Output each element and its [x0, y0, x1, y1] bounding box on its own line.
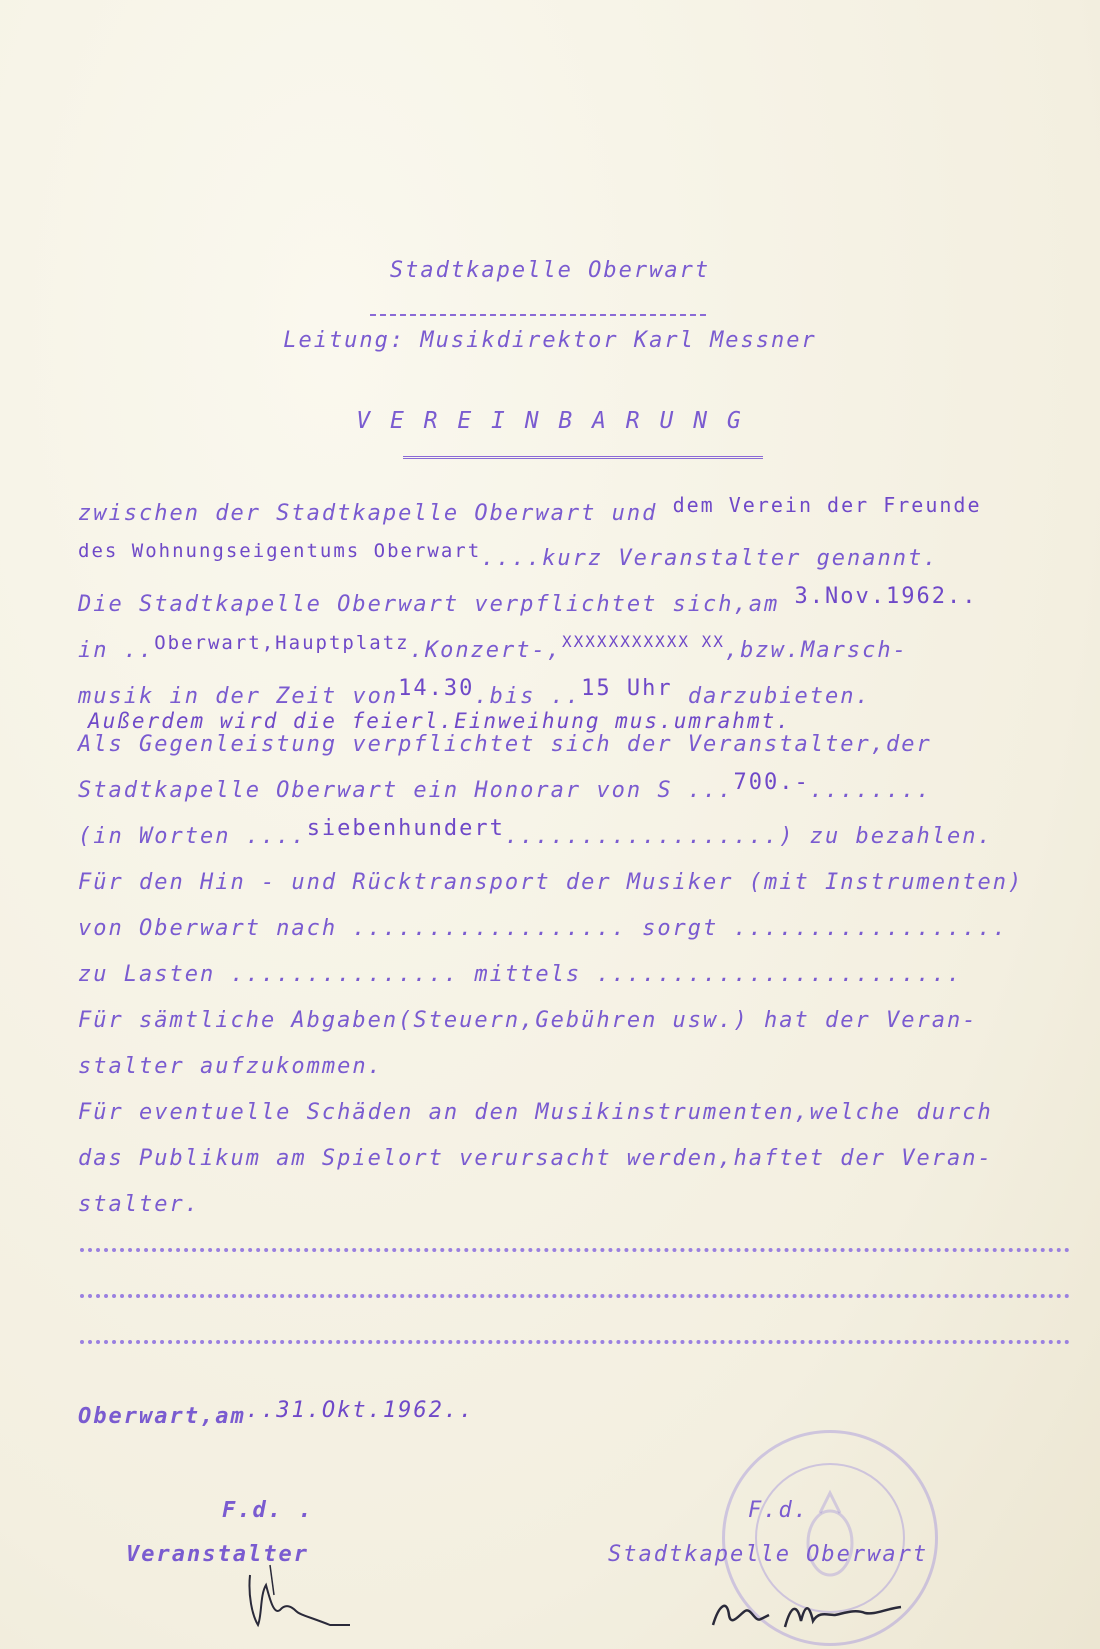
line-5-text-a: musik in der Zeit von	[78, 684, 399, 709]
place-label: Oberwart,am	[78, 1404, 246, 1429]
line-8-text-b: ........	[809, 778, 932, 803]
line-7: Als Gegenleistung verpflichtet sich der Veranstalter,der	[78, 732, 932, 757]
line-8-fill: 700.-	[733, 770, 810, 795]
org-heading: Stadtkapelle Oberwart	[389, 258, 711, 283]
dotted-line-1	[80, 1248, 1070, 1252]
line-17: stalter.	[78, 1192, 200, 1217]
line-12: zu Lasten ............... mittels ........................	[78, 962, 963, 987]
line-1-text: zwischen der Stadtkapelle Oberwart und	[78, 501, 658, 526]
line-2	[78, 540, 939, 572]
line-5	[78, 676, 871, 710]
line-3-fill: 3.Nov.1962..	[794, 584, 978, 609]
line-1	[78, 493, 982, 527]
fd-right: F.d.	[748, 1498, 809, 1523]
line-5-fill-b: 15 Uhr	[581, 676, 673, 701]
line-14: stalter aufzukommen.	[78, 1054, 383, 1079]
line-2-fill: des Wohnungseigentums Oberwart	[78, 540, 482, 562]
line-3-text: Die Stadtkapelle Oberwart verpflichtet sich,am	[78, 592, 780, 617]
stadtkapelle-label: Stadtkapelle Oberwart	[608, 1542, 929, 1567]
fd-left: F.d. .	[222, 1498, 314, 1523]
veranstalter-label: Veranstalter	[126, 1542, 309, 1567]
line-13: Für sämtliche Abgaben(Steuern,Gebühren usw.) hat der Veran-	[78, 1008, 978, 1033]
line-9-text-a: (in Worten ....	[78, 824, 307, 849]
line-9-text-b: ..................) zu bezahlen.	[504, 824, 993, 849]
line-2-text: ....kurz Veranstalter genannt.	[481, 546, 939, 571]
leitung-line: Leitung: Musikdirektor Karl Messner	[283, 328, 817, 353]
line-4-text-a: in ..	[78, 638, 155, 663]
dotted-line-3	[80, 1340, 1070, 1344]
line-6: Außerdem wird die feierl.Einweihung mus.umrahmt.	[88, 709, 791, 733]
line-1-fill: dem Verein der Freunde	[672, 493, 982, 517]
line-4-text-c: ,bzw.Marsch-	[724, 638, 908, 663]
line-9-fill: siebenhundert	[306, 816, 505, 841]
line-8-text-a: Stadtkapelle Oberwart ein Honorar von S ...	[78, 778, 734, 803]
line-3	[78, 584, 978, 618]
line-15: Für eventuelle Schäden an den Musikinstrumenten,welche durch	[78, 1100, 993, 1125]
line-4	[78, 632, 908, 665]
line-10: Für den Hin - und Rücktransport der Musiker (mit Instrumenten)	[78, 870, 1024, 895]
line-4-text-b: .Konzert-,	[409, 638, 563, 663]
place-date	[78, 1398, 475, 1430]
line-4-fill-a: Oberwart,Hauptplatz	[154, 632, 410, 654]
date-value: ..31.Okt.1962..	[245, 1398, 475, 1423]
line-5-fill-a: 14.30	[398, 676, 475, 701]
line-5-text-b: .bis ..	[474, 684, 582, 709]
signature-right	[705, 1585, 945, 1635]
line-5-text-c: darzubieten.	[672, 684, 871, 709]
document-title: V E R E I N B A R U N G	[356, 408, 744, 434]
line-16: das Publikum am Spielort verursacht werden,haftet der Veran-	[78, 1146, 993, 1171]
signature-left	[240, 1555, 360, 1635]
line-9	[78, 816, 993, 850]
line-8	[78, 770, 932, 804]
line-4-fill-b: XXXXXXXXXXX XX	[562, 632, 725, 651]
line-11: von Oberwart nach .................. sorgt ..................	[78, 916, 1008, 941]
title-underline	[403, 456, 763, 459]
dotted-line-2	[80, 1294, 1070, 1298]
org-underline	[370, 314, 706, 316]
